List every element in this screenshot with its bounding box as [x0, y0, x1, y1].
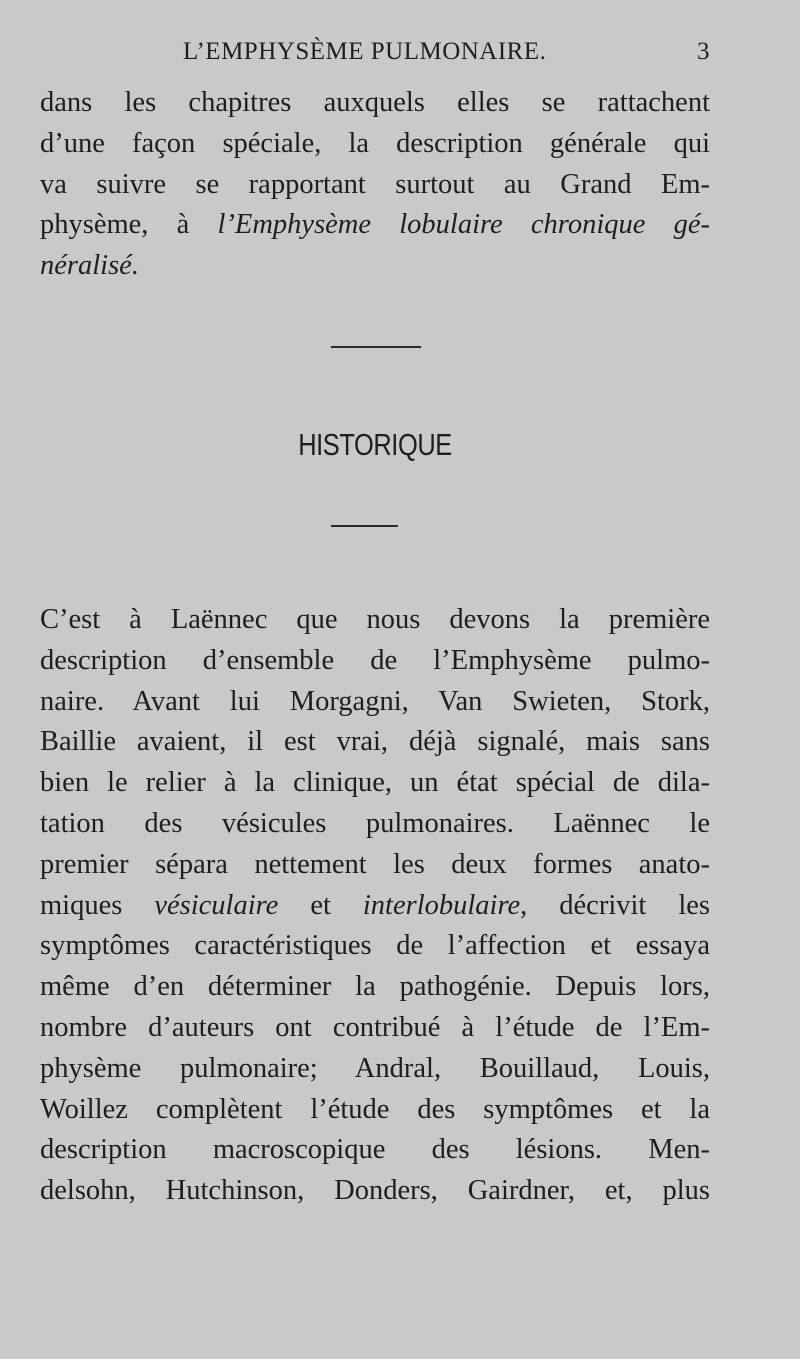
text-run: physème, à	[40, 209, 218, 241]
text-line: description d’ensemble de l’Emphysème pulmo-	[40, 644, 710, 676]
text-run: miques	[40, 889, 155, 921]
text-line: va suivre se rapportant surtout au Grand Em-	[40, 168, 710, 200]
text-line: delsohn, Hutchinson, Donders, Gairdner, et, plus	[40, 1175, 710, 1207]
text-line: physème pulmonaire; Andral, Bouillaud, Louis,	[40, 1052, 710, 1084]
text-run: et	[278, 889, 363, 921]
text-line	[40, 205, 710, 246]
intro-paragraph	[40, 83, 710, 287]
italic-term: vésiculaire	[154, 889, 279, 921]
text-line: d’une façon spéciale, la description générale qui	[40, 127, 710, 159]
text-line: naire. Avant lui Morgagni, Van Swieten, Stork,	[40, 685, 710, 717]
section-heading: HISTORIQUE	[298, 427, 452, 462]
text-line: bien le relier à la clinique, un état spécial de dila-	[40, 767, 710, 799]
text-line: même d’en déterminer la pathogénie. Depuis lors,	[40, 971, 710, 1003]
historique-paragraph	[40, 600, 710, 1212]
text-line: tation des vésicules pulmonaires. Laënnec le	[40, 807, 710, 839]
section-rule-bottom	[331, 525, 398, 527]
text-line: Woillez complètent l’étude des symptômes et la	[40, 1093, 710, 1125]
text-line: Baillie avaient, il est vrai, déjà signalé, mais sans	[40, 726, 710, 758]
running-title: L’EMPHYSÈME PULMONAIRE.	[183, 38, 547, 65]
text-line	[40, 886, 710, 927]
italic-term: interlobulaire	[362, 889, 521, 921]
text-line: premier sépara nettement les deux formes anato-	[40, 848, 710, 880]
text-line: nombre d’auteurs ont contribué à l’étude de l’Em-	[40, 1011, 710, 1043]
text-line: néralisé.	[40, 250, 139, 282]
section-rule-top	[331, 346, 421, 348]
text-line: C’est à Laënnec que nous devons la première	[40, 604, 710, 635]
text-run: , décrivit les	[520, 889, 710, 921]
text-line: description macroscopique des lésions. Men-	[40, 1134, 710, 1166]
page-number: 3	[697, 38, 710, 65]
text-line: symptômes caractéristiques de l’affection et essaya	[40, 930, 710, 962]
text-line: dans les chapitres auxquels elles se rattachent	[40, 87, 710, 118]
italic-term: l’Emphysème lobulaire chronique gé-	[217, 209, 710, 241]
